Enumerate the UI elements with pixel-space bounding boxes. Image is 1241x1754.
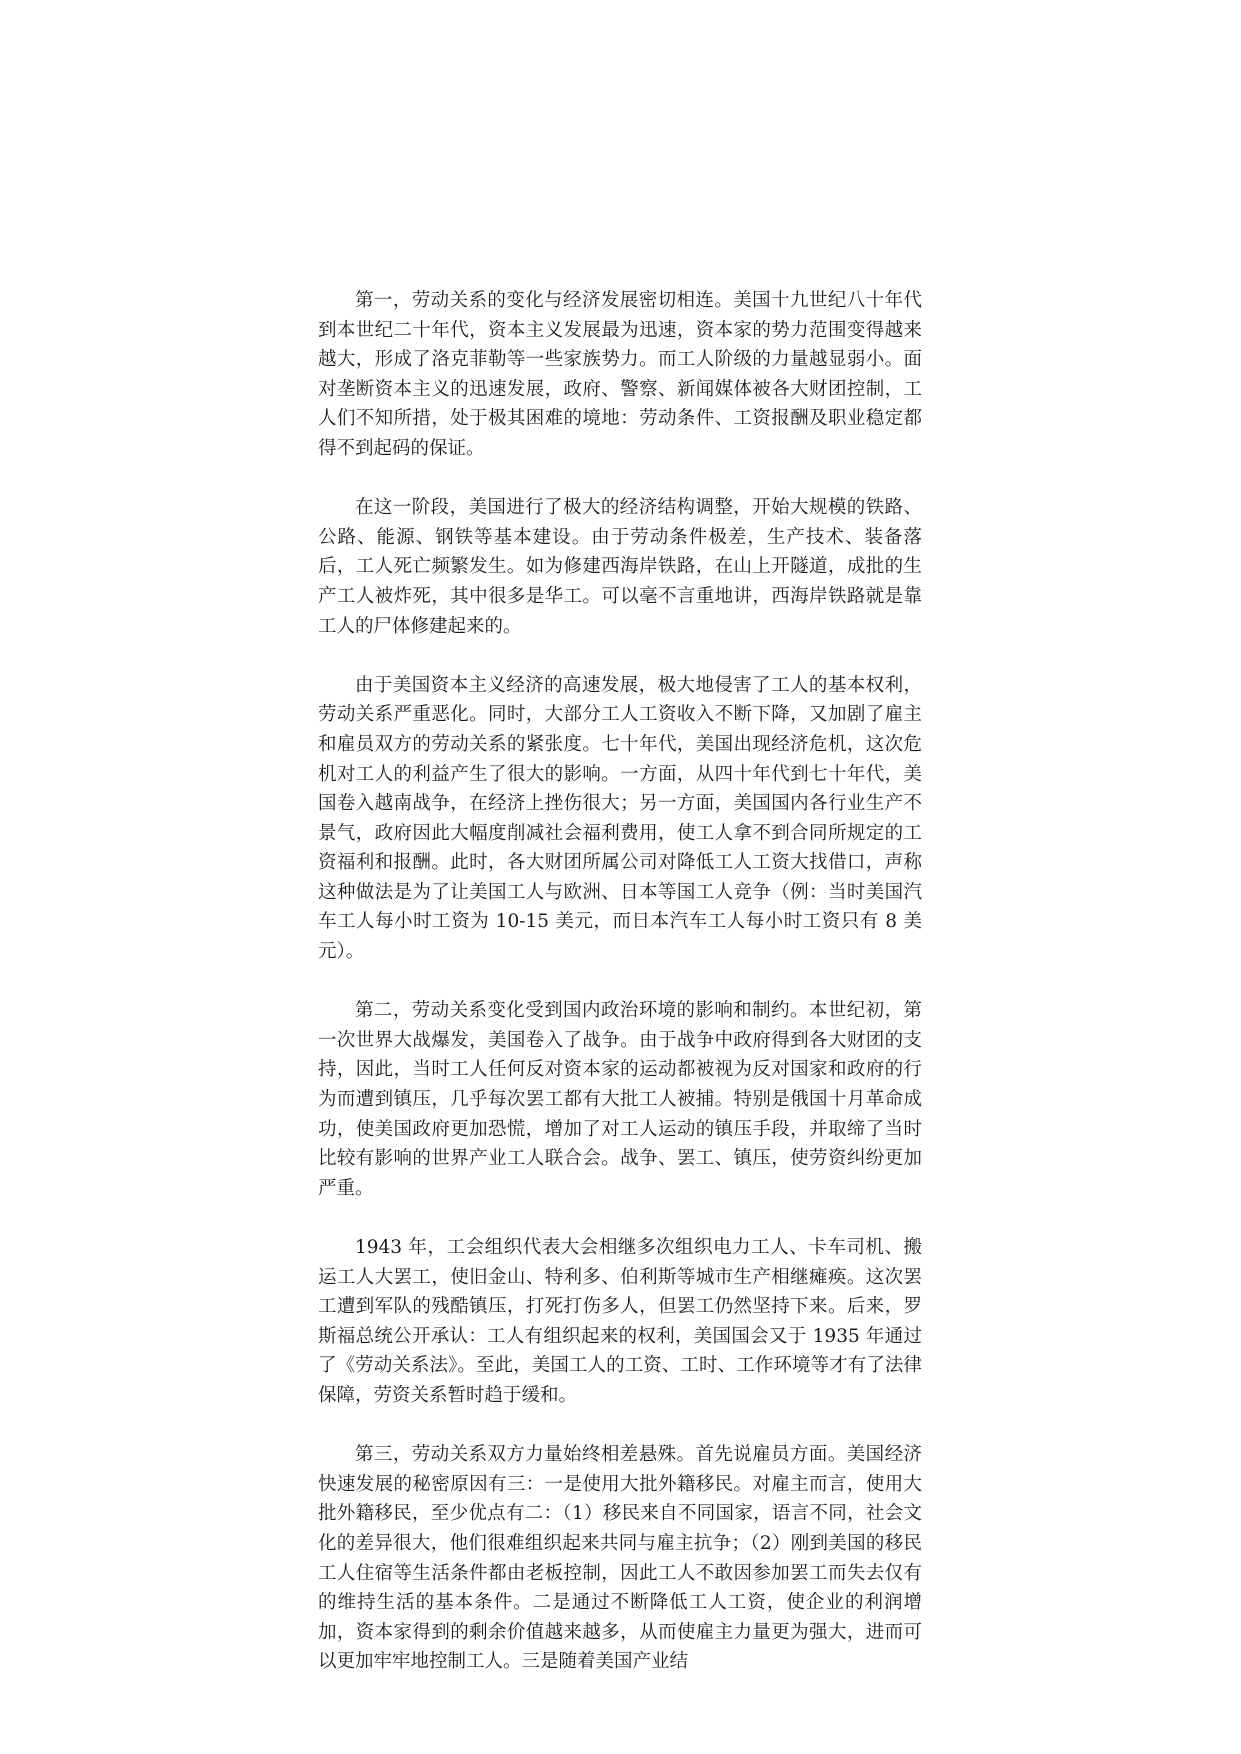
paragraph-4: 第二，劳动关系变化受到国内政治环境的影响和制约。本世纪初，第一次世界大战爆发，美国卷入了战争。由于战争中政府得到各大财团的支持，因此，当时工人任何反对资本家的运动都被视为反对国家和政府的行为而遭到镇压，几乎每次罢工都有大批工人被捕。特别是俄国十月革命成功，使美国政府更加恐慌，增加了对工人运动的镇压手段，并取缔了当时比较有影响的世界产业工人联合会。战争、罢工、镇压，使劳资纠纷更加严重。 [318,1000,922,1199]
paragraph-1: 第一，劳动关系的变化与经济发展密切相连。美国十九世纪八十年代到本世纪二十年代，资本主义发展最为迅速，资本家的势力范围变得越来越大，形成了洛克菲勒等一些家族势力。而工人阶级的力量越显弱小。面对垄断资本主义的迅速发展，政府、警察、新闻媒体被各大财团控制，工人们不知所措，处于极其困难的境地：劳动条件、工资报酬及职业稳定都得不到起码的保证。 [318,290,922,459]
paragraph-5: 1943 年，工会组织代表大会相继多次组织电力工人、卡车司机、搬运工人大罢工，使旧金山、特利多、伯利斯等城市生产相继瘫痪。这次罢工遭到军队的残酷镇压，打死打伤多人，但罢工仍然坚持下来。后来，罗斯福总统公开承认：工人有组织起来的权利，美国国会又于 1935 年通过了《劳动关系法》。至此，美国工人的工资、工时、工作环境等才有了法律保障，劳资关系暂时趋于缓和。 [318,1237,922,1406]
paragraph-3: 由于美国资本主义经济的高速发展，极大地侵害了工人的基本权利，劳动关系严重恶化。同时，大部分工人工资收入不断下降，又加剧了雇主和雇员双方的劳动关系的紧张度。七十年代，美国出现经济危机，这次危机对工人的利益产生了很大的影响。一方面，从四十年代到七十年代，美国卷入越南战争，在经济上挫伤很大；另一方面，美国国内各行业生产不景气，政府因此大幅度削减社会福利费用，使工人拿不到合同所规定的工资福利和报酬。此时，各大财团所属公司对降低工人工资大找借口，声称这种做法是为了让美国工人与欧洲、日本等国工人竞争（例：当时美国汽车工人每小时工资为 10-15 美元，而日本汽车工人每小时工资只有 8 美元）。 [318,674,922,963]
document-body [318,286,922,1677]
paragraph-6: 第三，劳动关系双方力量始终相差悬殊。首先说雇员方面。美国经济快速发展的秘密原因有三：一是使用大批外籍移民。对雇主而言，使用大批外籍移民，至少优点有二：（1）移民来自不同国家，语言不同，社会文化的差异很大，他们很难组织起来共同与雇主抗争；（2）刚到美国的移民工人住宿等生活条件都由老板控制，因此工人不敢因参加罢工而失去仅有的维持生活的基本条件。二是通过不断降低工人工资，使企业的利润增加，资本家得到的剩余价值越来越多，从而使雇主力量更为强大，进而可以更加牢牢地控制工人。三是随着美国产业结 [318,1444,922,1673]
paragraph-2: 在这一阶段，美国进行了极大的经济结构调整，开始大规模的铁路、公路、能源、钢铁等基本建设。由于劳动条件极差，生产技术、装备落后，工人死亡频繁发生。如为修建西海岸铁路，在山上开隧道，成批的生产工人被炸死，其中很多是华工。可以毫不言重地讲，西海岸铁路就是靠工人的尸体修建起来的。 [318,497,922,637]
